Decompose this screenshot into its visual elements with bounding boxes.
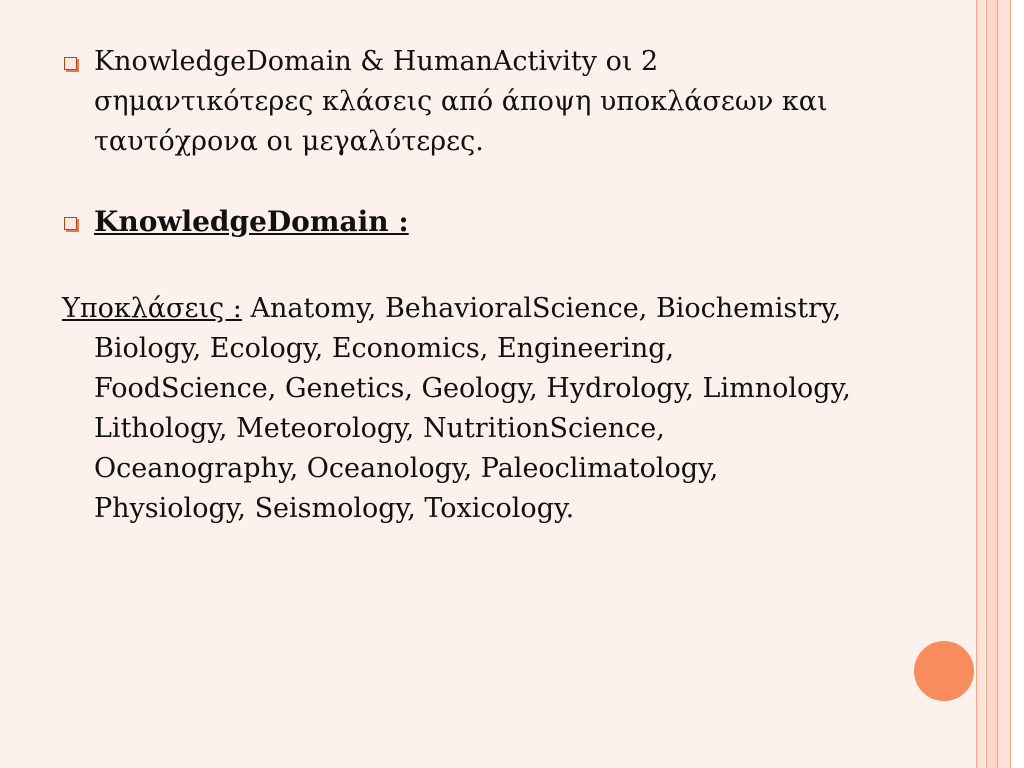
decorative-stripe [998, 0, 1011, 768]
decorative-stripe [1012, 0, 1024, 768]
subclasses-label: Υποκλάσεις : [62, 293, 242, 324]
decorative-stripe [976, 0, 985, 768]
square-bullet-icon [64, 217, 77, 230]
subclasses-list: Anatomy, BehavioralScience, Biochemistry, Biology, Ecology, Economics, Engineering, FoodScience, Genetics, Geology, Hydrology, Limnology, Lithology, Meteorology, NutritionScience, Oceanography, Oceanology, Paleoclimatology, Physiology, Seismology, Toxicology. [94, 293, 851, 524]
knowledge-domain-heading: KnowledgeDomain : [94, 205, 409, 238]
bullet-text: KnowledgeDomain & HumanActivity οι 2 σημαντικότερες κλάσεις από άποψη υποκλάσεων και ταυτόχρονα οι μεγαλύτερες. [94, 46, 828, 157]
decorative-stripe [986, 0, 998, 768]
orange-circle-icon [914, 641, 974, 701]
subclasses-paragraph [62, 289, 862, 529]
square-bullet-icon [64, 57, 77, 70]
bullet-paragraph-classes [62, 42, 862, 162]
bullet-paragraph-heading [62, 202, 862, 243]
slide-content [62, 42, 862, 529]
